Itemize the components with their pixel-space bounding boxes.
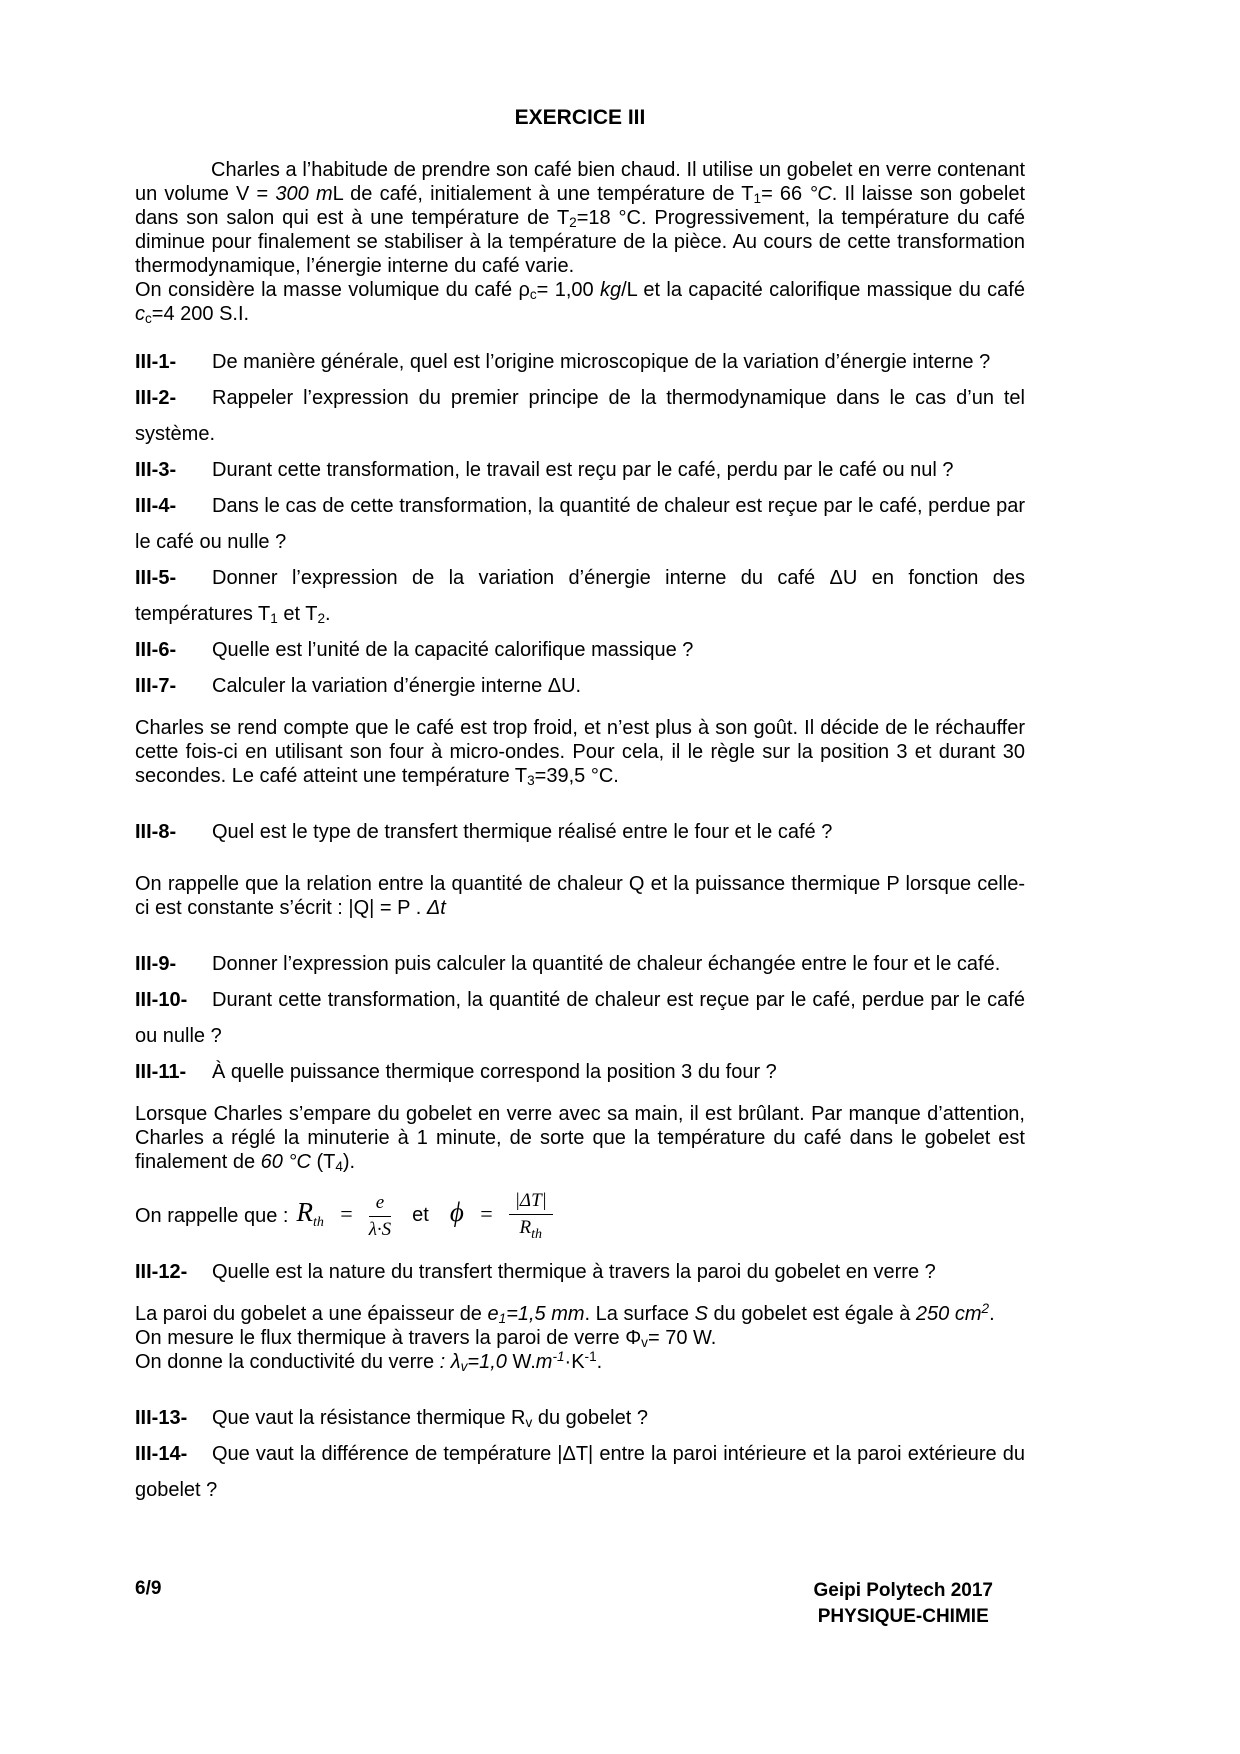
question-III-2 [135, 380, 1025, 452]
math-expression [296, 1190, 552, 1243]
wall-line-3: On donne la conductivité du verre : $\lambda_v=1,0$ $W.m^{-1}\cdot K^{-1}$. [135, 1349, 603, 1374]
formula-connector: et [412, 1203, 429, 1226]
question-text: Rappeler l’expression du premier principe de la thermodynamique dans le cas d’un tel système. [135, 387, 1025, 445]
question-III-8 [135, 814, 1025, 850]
question-label: III-1- [135, 351, 177, 373]
question-label: III-12- [135, 1261, 188, 1283]
math-R-symbol: R [296, 1196, 313, 1227]
question-III-7 [135, 668, 1025, 704]
question-label: III-8- [135, 821, 177, 843]
math-R-subscript: th [312, 1214, 324, 1230]
wall-paragraph [135, 1302, 1025, 1374]
question-III-9 [135, 946, 1025, 982]
question-text: Durant cette transformation, le travail est reçu par le café, perdu par le café ou nul ? [212, 459, 954, 481]
math-equals-1: = [338, 1200, 354, 1226]
question-III-11 [135, 1054, 1025, 1090]
question-text: Quelle est la nature du transfert thermique à travers la paroi du gobelet en verre ? [212, 1261, 936, 1283]
question-text: Donner l’expression de la variation d’énergie interne du café ΔU en fonction des températures $T_1$ et $T_2$. [135, 567, 1025, 626]
page-number: 6/9 [135, 1578, 162, 1599]
question-text: À quelle puissance thermique correspond la position 3 du four ? [212, 1061, 777, 1083]
fraction-e-over-lambdaS [369, 1192, 391, 1241]
question-text: Calculer la variation d’énergie interne ΔU. [212, 675, 582, 697]
question-label: III-5- [135, 567, 177, 589]
burn-paragraph: Lorsque Charles s’empare du gobelet en verre avec sa main, il est brûlant. Par manque d’attention, Charles a réglé la minuterie à 1 minute, de sorte que la température du café dans le gobelet est finalement de 60 °C $(T_4)$. [135, 1103, 1025, 1174]
question-label: III-9- [135, 953, 177, 975]
footer-source [813, 1578, 993, 1630]
footer-source-line1: Geipi Polytech 2017 [813, 1580, 993, 1601]
math-R-symbol: R [519, 1216, 532, 1238]
question-III-4 [135, 488, 1025, 560]
question-III-13 [135, 1400, 1025, 1436]
question-label: III-13- [135, 1407, 188, 1429]
footer-source-line2: PHYSIQUE-CHIMIE [817, 1606, 989, 1627]
question-text: Que vaut la différence de température |ΔT| entre la paroi intérieure et la paroi extérieure du gobelet ? [135, 1443, 1025, 1501]
intro-paragraph-1: Charles a l’habitude de prendre son café bien chaud. Il utilise un gobelet en verre contenant un volume V = 300 mL de café, initialement à une température de $T_1= 66$ °C. Il laisse son gobelet dans son salon qui est à une température de $T_2=18$ °C. Progressivement, la température du café diminue pour finalement se stabiliser à la température de la pièce. Au cours de cette transformation thermodynamique, l’énergie interne du café varie. [135, 159, 1026, 277]
thermal-resistance-formula [135, 1186, 1025, 1246]
fraction-denominator [509, 1215, 553, 1243]
question-III-14 [135, 1436, 1025, 1508]
question-text: Donner l’expression puis calculer la quantité de chaleur échangée entre le four et le café. [212, 953, 1001, 975]
question-label: III-7- [135, 675, 177, 697]
question-III-6 [135, 632, 1025, 668]
question-text: Quelle est l’unité de la capacité calorifique massique ? [212, 639, 694, 661]
microwave-paragraph: Charles se rend compte que le café est trop froid, et n’est plus à son goût. Il décide de le réchauffer cette fois-ci en utilisant son four à micro-ondes. Pour cela, il le règle sur la position 3 et durant 30 secondes. Le café atteint une température $T_3=39,5$ °C. [135, 717, 1025, 788]
math-equals-2: = [478, 1200, 494, 1226]
question-III-1 [135, 344, 1025, 380]
question-III-10 [135, 982, 1025, 1054]
page-footer [135, 1578, 1025, 1630]
question-text: Quel est le type de transfert thermique réalisé entre le four et le café ? [212, 821, 833, 843]
question-label: III-3- [135, 459, 177, 481]
question-label: III-6- [135, 639, 177, 661]
question-text: Que vaut la résistance thermique $R_v$ du gobelet ? [212, 1407, 648, 1430]
question-text: De manière générale, quel est l’origine microscopique de la variation d’énergie interne ? [212, 351, 991, 373]
question-III-5 [135, 560, 1025, 632]
formula-prefix: On rappelle que : [135, 1204, 289, 1227]
fraction-numerator: e [369, 1192, 391, 1217]
heat-power-paragraph: On rappelle que la relation entre la quantité de chaleur Q et la puissance thermique P lorsque celle-ci est constante s’écrit : |Q| = P . Δt [135, 873, 1025, 919]
math-phi-symbol: ϕ [449, 1196, 464, 1227]
exercise-title: EXERCICE III [514, 106, 646, 129]
math-R-subscript: th [531, 1226, 543, 1242]
question-III-3 [135, 452, 1025, 488]
fraction-numerator: |ΔT| [509, 1190, 553, 1215]
question-text: Dans le cas de cette transformation, la quantité de chaleur est reçue par le café, perdue par le café ou nulle ? [135, 495, 1025, 553]
question-label: III-11- [135, 1061, 187, 1083]
question-label: III-10- [135, 989, 188, 1011]
question-text: Durant cette transformation, la quantité de chaleur est reçue par le café, perdue par le café ou nulle ? [135, 989, 1025, 1047]
fraction-deltaT-over-Rth [509, 1190, 553, 1243]
fraction-denominator: λ·S [368, 1218, 392, 1240]
question-III-12 [135, 1254, 1025, 1290]
intro-paragraph-2: On considère la masse volumique du café $\rho_c= 1,00$ kg/L et la capacité calorifique massique du café $c_c=4$ 200 S.I. [135, 279, 1025, 326]
question-label: III-2- [135, 387, 177, 409]
question-label: III-4- [135, 495, 177, 517]
wall-line-2: On mesure le flux thermique à travers la paroi de verre $\Phi_v= 70$ W. [135, 1327, 717, 1350]
question-label: III-14- [135, 1443, 188, 1465]
wall-line-1: La paroi du gobelet a une épaisseur de $e_1=1,5$ mm. La surface S du gobelet est égale à 250 $cm^2$. [135, 1301, 995, 1326]
